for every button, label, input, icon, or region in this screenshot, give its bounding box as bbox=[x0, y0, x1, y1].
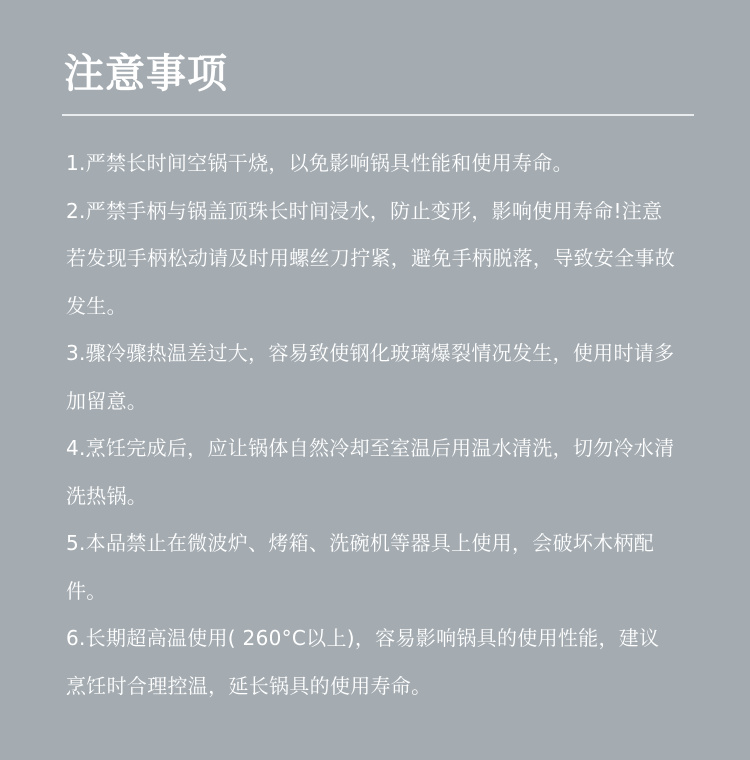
notice-item-1: 1.严禁长时间空锅干烧，以免影响锅具性能和使用寿命。 bbox=[66, 151, 573, 175]
title-divider bbox=[62, 114, 694, 116]
notice-item-6: 6.长期超高温使用( 260°C以上)，容易影响锅具的使用性能，建议烹饪时合理控温，延长锅具的使用寿命。 bbox=[66, 626, 660, 698]
notice-item-5: 5.本品禁止在微波炉、烤箱、洗碗机等器具上使用，会破坏木柄配件。 bbox=[66, 531, 655, 603]
notice-item-4: 4.烹饪完成后，应让锅体自然冷却至室温后用温水清洗，切勿冷水清洗热锅。 bbox=[66, 436, 675, 508]
notice-item-2: 2.严禁手柄与锅盖顶珠长时间浸水，防止变形，影响使用寿命!注意若发现手柄松动请及时用螺丝刀拧紧，避免手柄脱落，导致安全事故发生。 bbox=[66, 198, 675, 318]
page-title: 注意事项 bbox=[64, 51, 228, 97]
notice-list bbox=[66, 140, 676, 710]
notice-item-3: 3.骤冷骤热温差过大，容易致使钢化玻璃爆裂情况发生，使用时请多加留意。 bbox=[66, 341, 675, 413]
